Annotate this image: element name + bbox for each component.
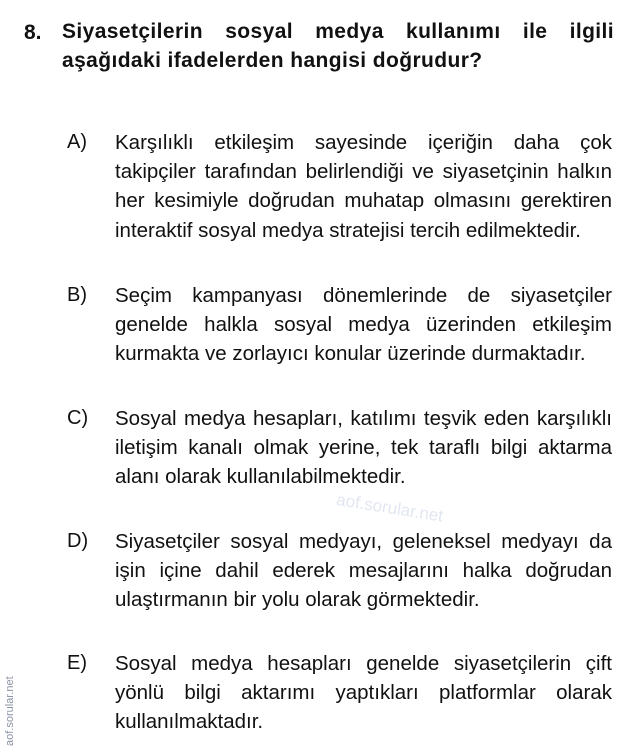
watermark-diagonal: aof.sorular.net bbox=[335, 490, 445, 526]
option-d[interactable] bbox=[67, 527, 612, 615]
option-text: Seçim kampanyası dönemlerinde de siyasetçiler genelde halkla sosyal medya üzerinden etkileşim kurmakta ve zorlayıcı konular üzerinde durmaktadır. bbox=[115, 284, 612, 366]
option-e[interactable] bbox=[67, 649, 612, 737]
question-text: Siyasetçilerin sosyal medya kullanımı ile ilgili aşağıdaki ifadelerden hangisi doğrudur? bbox=[62, 20, 614, 72]
question-block bbox=[24, 18, 614, 75]
option-letter: D) bbox=[67, 530, 89, 552]
option-a[interactable] bbox=[67, 128, 612, 245]
option-letter: E) bbox=[67, 652, 87, 674]
option-letter: B) bbox=[67, 284, 87, 306]
option-text: Karşılıklı etkileşim sayesinde içeriğin daha çok takipçiler tarafından belirlendiği ve siyasetçinin halkın her kesimiyle doğrudan muhatap olmasını gerektiren interaktif sosyal medya stratejisi tercih edilmektedir. bbox=[115, 131, 612, 242]
watermark-side: aof.sorular.net bbox=[4, 676, 16, 746]
option-text: Sosyal medya hesapları, katılımı teşvik eden karşılıklı iletişim kanalı olmak yerine, tek taraflı bilgi aktarma alanı olarak kullanılabilmektedir. bbox=[115, 407, 612, 489]
option-text: Sosyal medya hesapları genelde siyasetçilerin çift yönlü bilgi aktarımı yaptıkları platformlar olarak kullanılmaktadır. bbox=[115, 652, 612, 734]
option-letter: A) bbox=[67, 131, 87, 153]
option-b[interactable] bbox=[67, 281, 612, 369]
question-number: 8. bbox=[24, 21, 42, 44]
option-c[interactable] bbox=[67, 404, 612, 492]
option-letter: C) bbox=[67, 407, 89, 429]
option-text: Siyasetçiler sosyal medyayı, geleneksel medyayı da işin içine dahil ederek mesajlarını halka doğrudan ulaştırmanın bir yolu olarak görmektedir. bbox=[115, 530, 612, 612]
question-header bbox=[24, 18, 614, 75]
